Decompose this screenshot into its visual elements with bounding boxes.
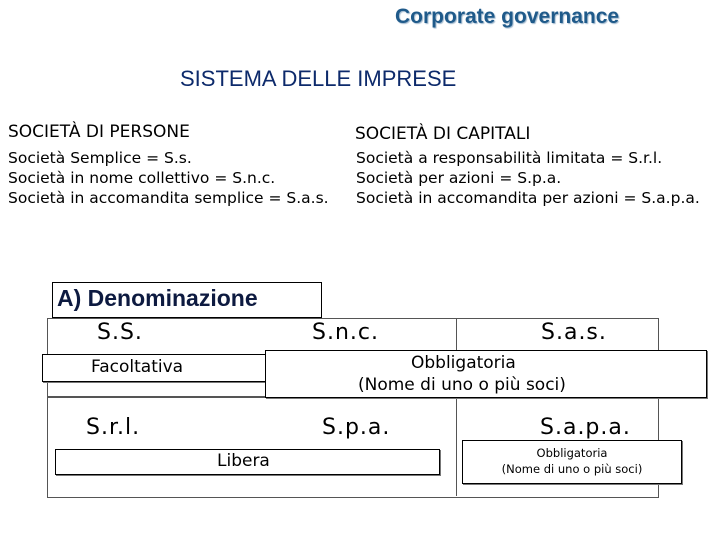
persone-item: Società in accomandita semplice = S.a.s. bbox=[8, 189, 329, 207]
persone-item: Società Semplice = S.s. bbox=[8, 149, 192, 167]
snc-label: S.n.c. bbox=[312, 320, 379, 345]
denominazione-title-box bbox=[52, 282, 322, 318]
capitali-item: Società in accomandita per azioni = S.a.p.a. bbox=[356, 189, 700, 207]
obbligatoria-label: Obbligatoria bbox=[411, 353, 516, 373]
srl-label: S.r.l. bbox=[86, 415, 141, 440]
column-divider bbox=[456, 318, 457, 496]
facoltativa-box bbox=[42, 354, 272, 382]
obbligatoria-small-label: Obbligatoria bbox=[536, 446, 608, 460]
obbligatoria-note: (Nome di uno o più soci) bbox=[358, 375, 566, 395]
sapa-label: S.a.p.a. bbox=[540, 415, 631, 440]
capitali-heading: SOCIETÀ DI CAPITALI bbox=[355, 124, 531, 144]
obbligatoria-box bbox=[265, 350, 707, 398]
obbligatoria-small-note: (Nome di uno o più soci) bbox=[501, 462, 643, 476]
persone-item: Società in nome collettivo = S.n.c. bbox=[8, 169, 276, 187]
spa-label: S.p.a. bbox=[322, 415, 391, 440]
libera-box bbox=[55, 449, 440, 475]
libera-label: Libera bbox=[217, 451, 270, 471]
facoltativa-label: Facoltativa bbox=[91, 357, 184, 377]
sas-label: S.a.s. bbox=[541, 320, 607, 345]
denominazione-title: A) Denominazione bbox=[57, 285, 258, 311]
header-title: Corporate governance bbox=[395, 5, 620, 28]
main-title: SISTEMA DELLE IMPRESE bbox=[180, 66, 457, 91]
capitali-item: Società per azioni = S.p.a. bbox=[356, 169, 562, 187]
capitali-item: Società a responsabilità limitata = S.r.l. bbox=[356, 149, 663, 167]
obbligatoria-small-box bbox=[462, 440, 682, 484]
persone-heading: SOCIETÀ DI PERSONE bbox=[8, 122, 190, 142]
ss-label: S.S. bbox=[97, 320, 143, 345]
